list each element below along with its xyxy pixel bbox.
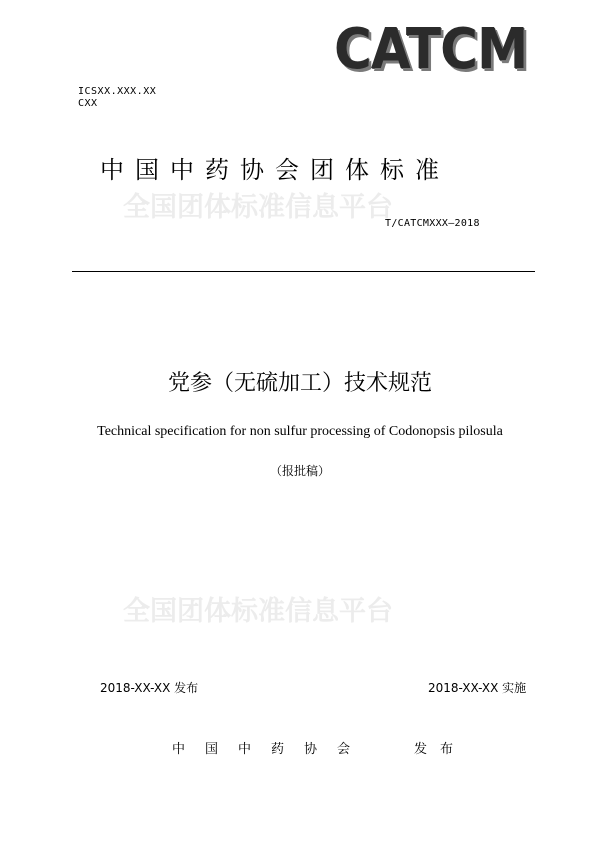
ics-classification [78,86,156,110]
catcm-logo: CATCM [334,17,528,82]
organization-standard-title: 中国中药协会团体标准 [100,156,450,184]
standard-number: T/CATCMXXX—2018 [385,218,480,229]
issue-label: 发布 [414,742,467,757]
draft-status-label: （报批稿） [269,464,330,478]
document-title-cn: 党参（无硫加工）技术规范 [167,371,432,396]
issuing-organization: 中国中药协会 [172,742,371,757]
watermark-top: 全国团体标准信息平台 [123,192,393,223]
implementation-date: 2018-XX-XX 实施 [428,681,527,695]
watermark-bottom: 全国团体标准信息平台 [123,596,393,627]
release-date: 2018-XX-XX 发布 [100,681,199,695]
ccs-code: CXX [78,98,98,109]
ics-code: ICSXX.XXX.XX [78,86,157,97]
header-divider [72,271,535,272]
document-title-en: Technical specification for non sulfur processing of Codonopsis pilosula [97,424,503,439]
